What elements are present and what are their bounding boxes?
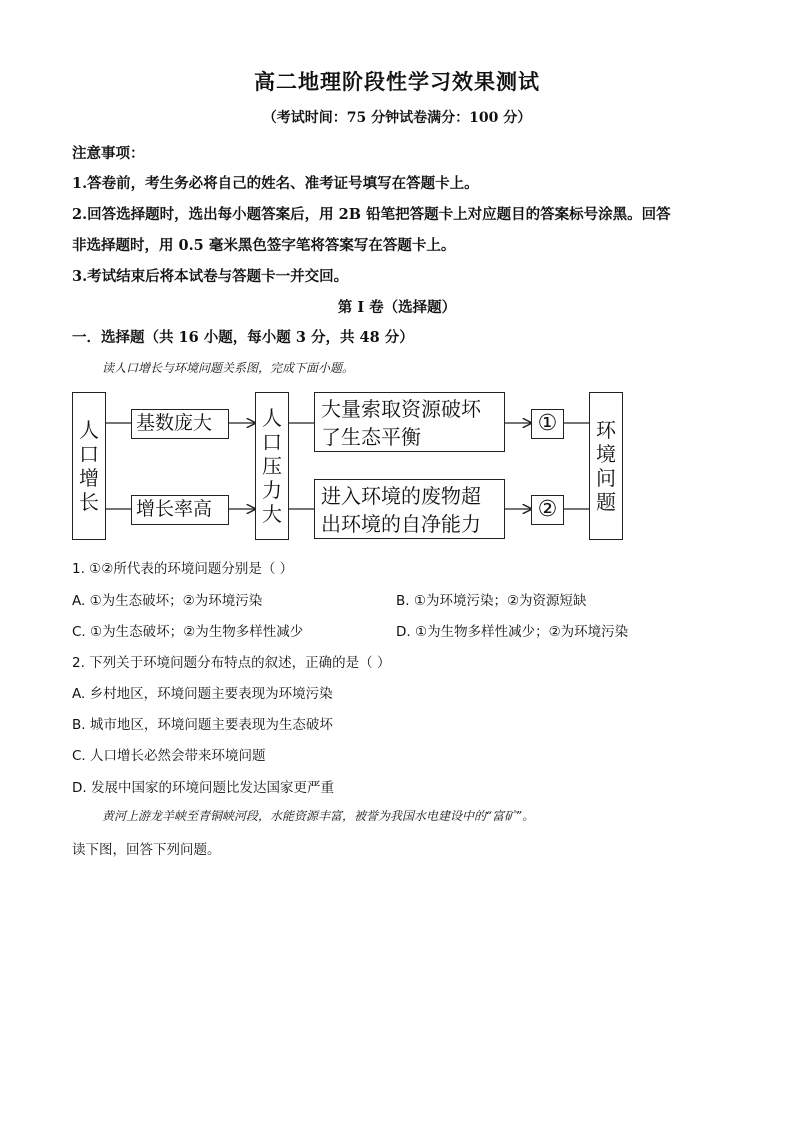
- box-environment-problem: 环 境 问 题: [589, 392, 623, 540]
- q2-option-a: A. 乡村地区，环境问题主要表现为环境污染: [72, 686, 333, 702]
- q1-option-d: D. ①为生物多样性减少；②为环境污染: [396, 624, 629, 640]
- q1-option-a: A. ①为生态破坏；②为环境污染: [72, 593, 263, 609]
- notes-line-1: 1.答卷前，考生务必将自己的姓名、准考证号填写在答题卡上。: [72, 175, 479, 192]
- intro-text: 读人口增长与环境问题关系图，完成下面小题。: [102, 361, 355, 375]
- diagram-connectors: [0, 0, 794, 560]
- q1-option-b: B. ①为环境污染；②为资源短缺: [396, 593, 587, 609]
- resource-overuse-line-1: 大量索取资源破坏: [321, 397, 481, 421]
- box-high-rate: 增长率高: [131, 495, 229, 525]
- passage-text: 黄河上游龙羊峡至青铜峡河段，水能资源丰富，被誉为我国水电建设中的“富矿”。: [102, 809, 535, 823]
- passage-prompt: 读下图，回答下列问题。: [72, 842, 221, 858]
- box-resource-overuse: [314, 392, 505, 452]
- q2-option-b: B. 城市地区，环境问题主要表现为生态破坏: [72, 717, 333, 733]
- q1-option-c: C. ①为生态破坏；②为生物多样性减少: [72, 624, 304, 640]
- box-mark-2: ②: [531, 495, 564, 525]
- notes-line-3: 3.考试结束后将本试卷与答题卡一并交回。: [72, 268, 349, 285]
- part-heading: 一．选择题（共 16 小题，每小题 3 分，共 48 分）: [72, 329, 414, 346]
- waste-exceeds-line-1: 进入环境的废物超: [321, 484, 481, 508]
- box-large-base: 基数庞大: [131, 409, 229, 439]
- box-mark-1: ①: [531, 409, 564, 439]
- notes-line-2b: 非选择题时，用 0.5 毫米黑色签字笔将答案写在答题卡上。: [72, 237, 456, 254]
- q2-option-d: D. 发展中国家的环境问题比发达国家更严重: [72, 780, 334, 796]
- waste-exceeds-line-2: 出环境的自净能力: [321, 512, 481, 536]
- q2-option-c: C. 人口增长必然会带来环境问题: [72, 748, 266, 764]
- box-population-growth: 人 口 增 长: [72, 392, 106, 540]
- box-waste-exceeds: [314, 479, 505, 539]
- q2-stem: 2. 下列关于环境问题分布特点的叙述，正确的是（ ）: [72, 655, 391, 671]
- box-population-pressure: 人 口 压 力 大: [255, 392, 289, 540]
- notes-line-2a: 2.回答选择题时，选出每小题答案后，用 2B 铅笔把答题卡上对应题目的答案标号涂黑。回答: [72, 206, 671, 223]
- page-title: 高二地理阶段性学习效果测试: [254, 69, 540, 94]
- resource-overuse-line-2: 了生态平衡: [321, 425, 421, 449]
- notes-heading: 注意事项：: [72, 145, 145, 162]
- exam-info: （考试时间：75 分钟试卷满分：100 分）: [262, 110, 532, 126]
- q1-stem: 1. ①②所代表的环境问题分别是（ ）: [72, 561, 294, 577]
- volume-heading: 第 I 卷（选择题）: [337, 299, 457, 316]
